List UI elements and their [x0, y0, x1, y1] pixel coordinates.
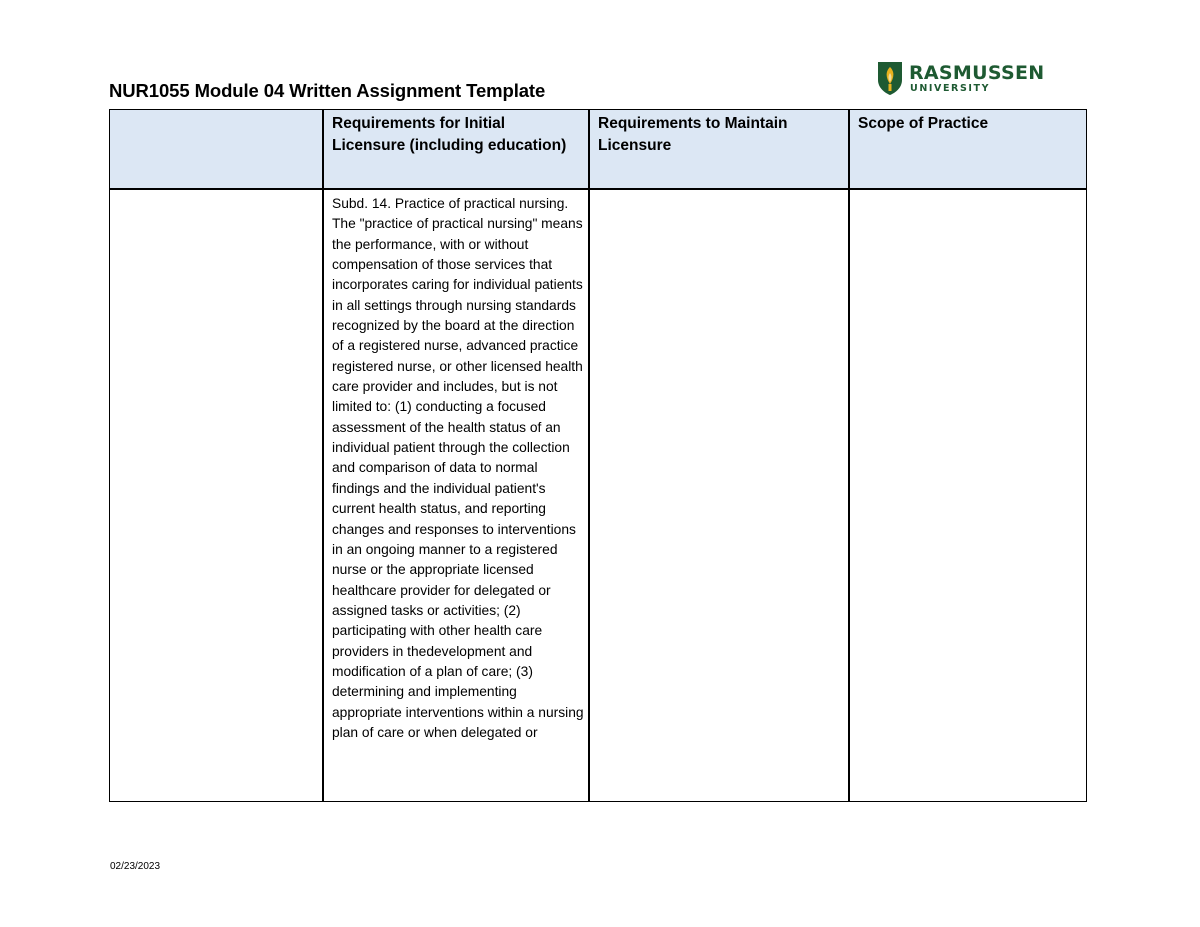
column-divider	[588, 110, 590, 801]
document-title: NUR1055 Module 04 Written Assignment Template	[109, 80, 546, 101]
footer-date: 02/23/2023	[110, 861, 161, 872]
header-initial-licensure: Requirements for Initial Licensure (including education)	[332, 115, 567, 154]
table-cell-initial-licensure: Subd. 14. Practice of practical nursing. The "practice of practical nursing" means the performance, with or without compensation of those services that incorporates caring for individual patients in all settings through nursing standards recognized by the board at the direction of a registered nurse, advanced practice registered nurse, or other licensed health care provider and includes, but is not limited to: (1) conducting a focused assessment of the health status of an individual patient through the collection and comparison of data to normal findings and the individual patient's current health status, and reporting changes and responses to interventions in an ongoing manner to a registered nurse or the appropriate licensed healthcare provider for delegated or assigned tasks or activities; (2) participating with other health care providers in thedevelopment and modification of a plan of care; (3) determining and implementing appropriate interventions within a nursing plan of care or when delegated or	[332, 196, 584, 740]
column-divider	[848, 110, 850, 801]
header-scope-of-practice: Scope of Practice	[858, 115, 989, 132]
header-maintain-licensure: Requirements to Maintain Licensure	[598, 115, 788, 154]
logo-subtitle: UNIVERSITY	[910, 82, 991, 94]
torch-shield-icon	[876, 60, 904, 96]
rasmussen-logo	[876, 58, 1045, 98]
column-divider	[322, 110, 324, 801]
logo-name: RASMUSSEN	[909, 61, 1045, 84]
assignment-table	[109, 109, 1087, 802]
